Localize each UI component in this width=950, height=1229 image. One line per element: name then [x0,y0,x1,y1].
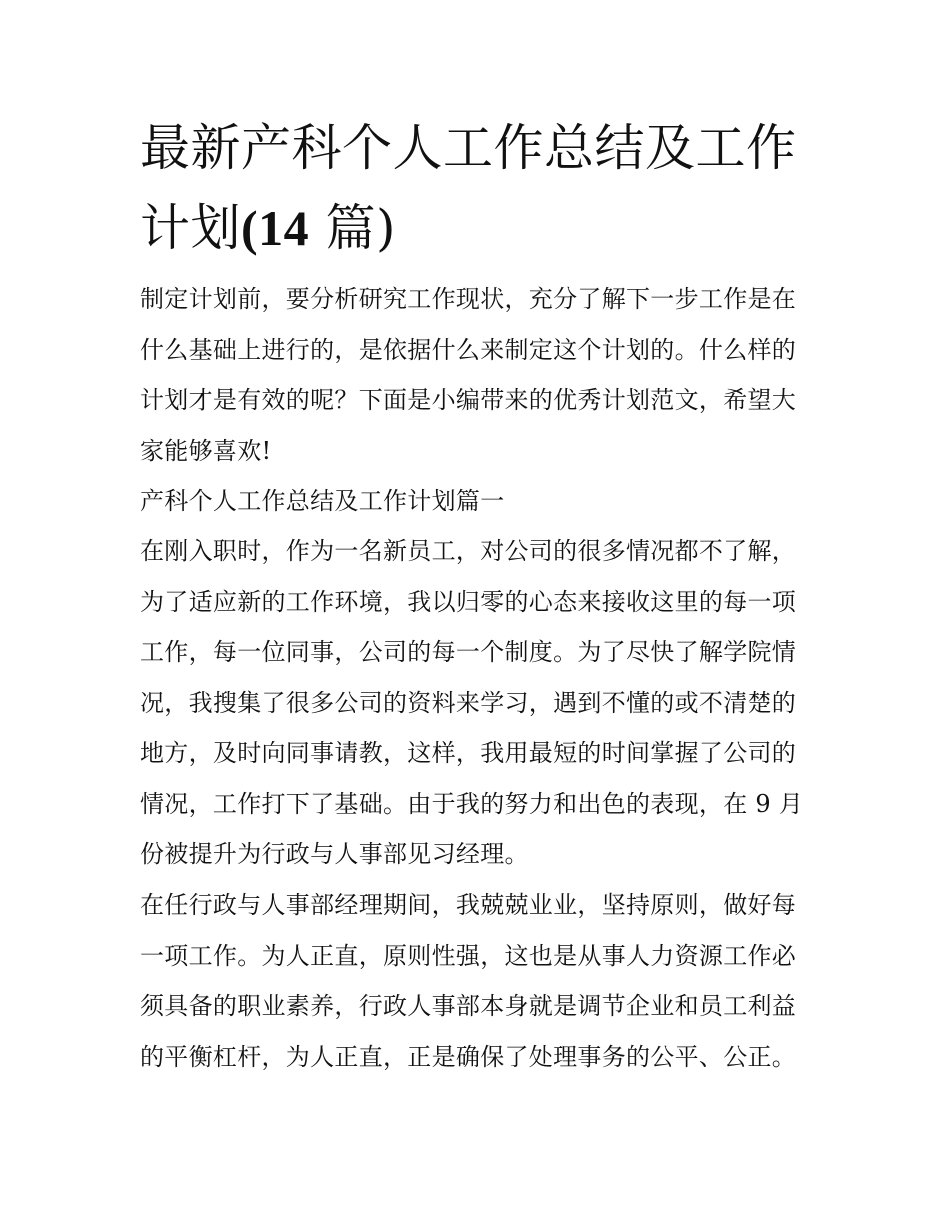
body-paragraph-1: 在刚入职时，作为一名新员工，对公司的很多情况都不了解，为了适应新的工作环境，我以归零的心态来接收这里的每一项工作，每一位同事，公司的每一个制度。为了尽快了解学院情况，我搜集了很多公司的资料来学习，遇到不懂的或不清楚的地方，及时向同事请教，这样，我用最短的时间掌握了公司的情况，工作打下了基础。由于我的努力和出色的表现，在 9 月份被提升为行政与人事部见习经理。 [140,537,804,868]
intro-paragraph: 制定计划前，要分析研究工作现状，充分了解下一步工作是在什么基础上进行的，是依据什么来制定这个计划的。什么样的计划才是有效的呢？下面是小编带来的优秀计划范文，希望大家能够喜欢! [140,285,797,465]
title-suffix: 篇) [309,199,397,257]
section-heading: 产科个人工作总结及工作计划篇一 [140,487,505,515]
title-count: (14 [241,200,310,256]
body-paragraph-2: 在任行政与人事部经理期间，我兢兢业业，坚持原则，做好每一项工作。为人正直，原则性强，这也是从事人力资源工作必须具备的职业素养，行政人事部本身就是调节企业和员工利益的平衡杠杆，为人正直，正是确保了处理事务的公平、公正。 [140,891,797,1071]
title-text: 最新产科个人工作总结及工作计划 [140,119,797,257]
document-title [140,108,820,268]
